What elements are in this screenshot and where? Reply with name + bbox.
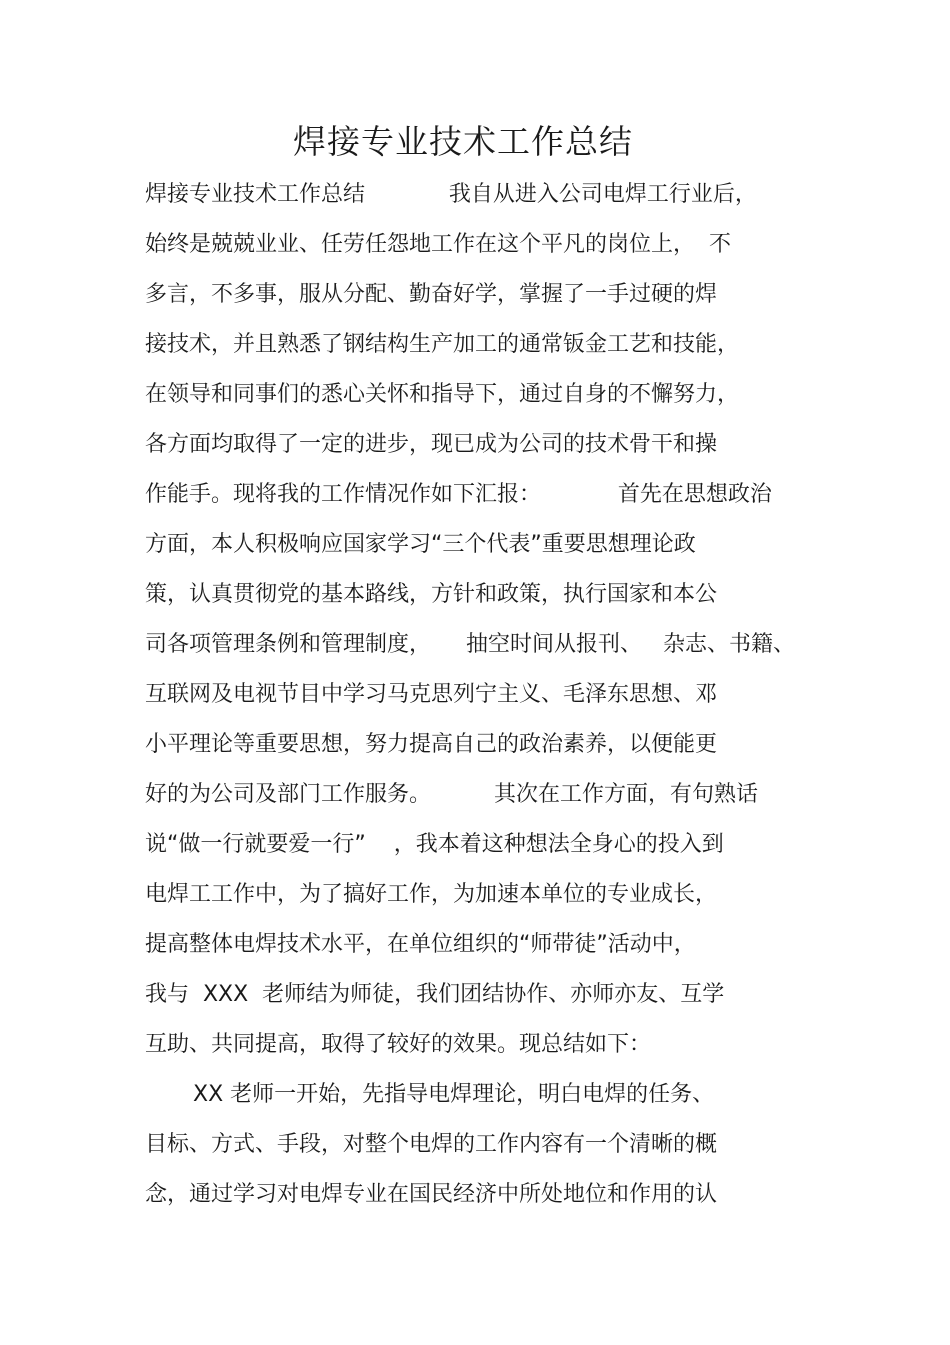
text-line: 小平理论等重要思想，努力提高自己的政治素养，以便能更 [145, 732, 718, 757]
text-line: 方面，本人积极响应国家学习“三个代表”重要思想理论政 [145, 532, 696, 557]
text-line: 策，认真贯彻党的基本路线，方针和政策，执行国家和本公 [145, 582, 718, 607]
text-line: 我与 XXX 老师结为师徒，我们团结协作、亦师亦友、互学 [145, 982, 725, 1007]
text-line: 好的为公司及部门工作服务。 其次在工作方面，有句熟话 [145, 782, 758, 807]
text-line: 作能手。现将我的工作情况作如下汇报： 首先在思想政治 [145, 482, 772, 507]
document-title: 焊接专业技术工作总结 [293, 122, 633, 161]
document-body [145, 170, 845, 1220]
text-line: 电焊工工作中，为了搞好工作，为加速本单位的专业成长， [145, 882, 718, 907]
text-line: 说“做一行就要爱一行” ，我本着这种想法全身心的投入到 [145, 832, 724, 857]
text-line: 目标、方式、手段，对整个电焊的工作内容有一个清晰的概 [145, 1132, 718, 1157]
text-line: 念，通过学习对电焊专业在国民经济中所处地位和作用的认 [145, 1182, 718, 1207]
text-line: 互联网及电视节目中学习马克思列宁主义、毛泽东思想、邓 [145, 682, 718, 707]
text-line: 各方面均取得了一定的进步，现已成为公司的技术骨干和操 [145, 432, 718, 457]
text-line: 多言，不多事，服从分配、勤奋好学，掌握了一手过硬的焊 [145, 282, 718, 307]
text-line: 司各项管理条例和管理制度， 抽空时间从报刊、 杂志、书籍、 [145, 632, 795, 657]
text-line: 焊接专业技术工作总结 我自从进入公司电焊工行业后， [145, 182, 757, 207]
text-line: 接技术，并且熟悉了钢结构生产加工的通常钣金工艺和技能， [145, 332, 740, 357]
text-line: 提高整体电焊技术水平，在单位组织的“师带徒”活动中， [145, 932, 696, 957]
text-line-indented: XX 老师一开始，先指导电焊理论，明白电焊的任务、 [193, 1082, 715, 1107]
text-line: 在领导和同事们的悉心关怀和指导下，通过自身的不懈努力， [145, 382, 740, 407]
text-line: 始终是兢兢业业、任劳任怨地工作在这个平凡的岗位上， 不 [145, 232, 731, 257]
text-line: 互助、共同提高，取得了较好的效果。现总结如下： [145, 1032, 652, 1057]
